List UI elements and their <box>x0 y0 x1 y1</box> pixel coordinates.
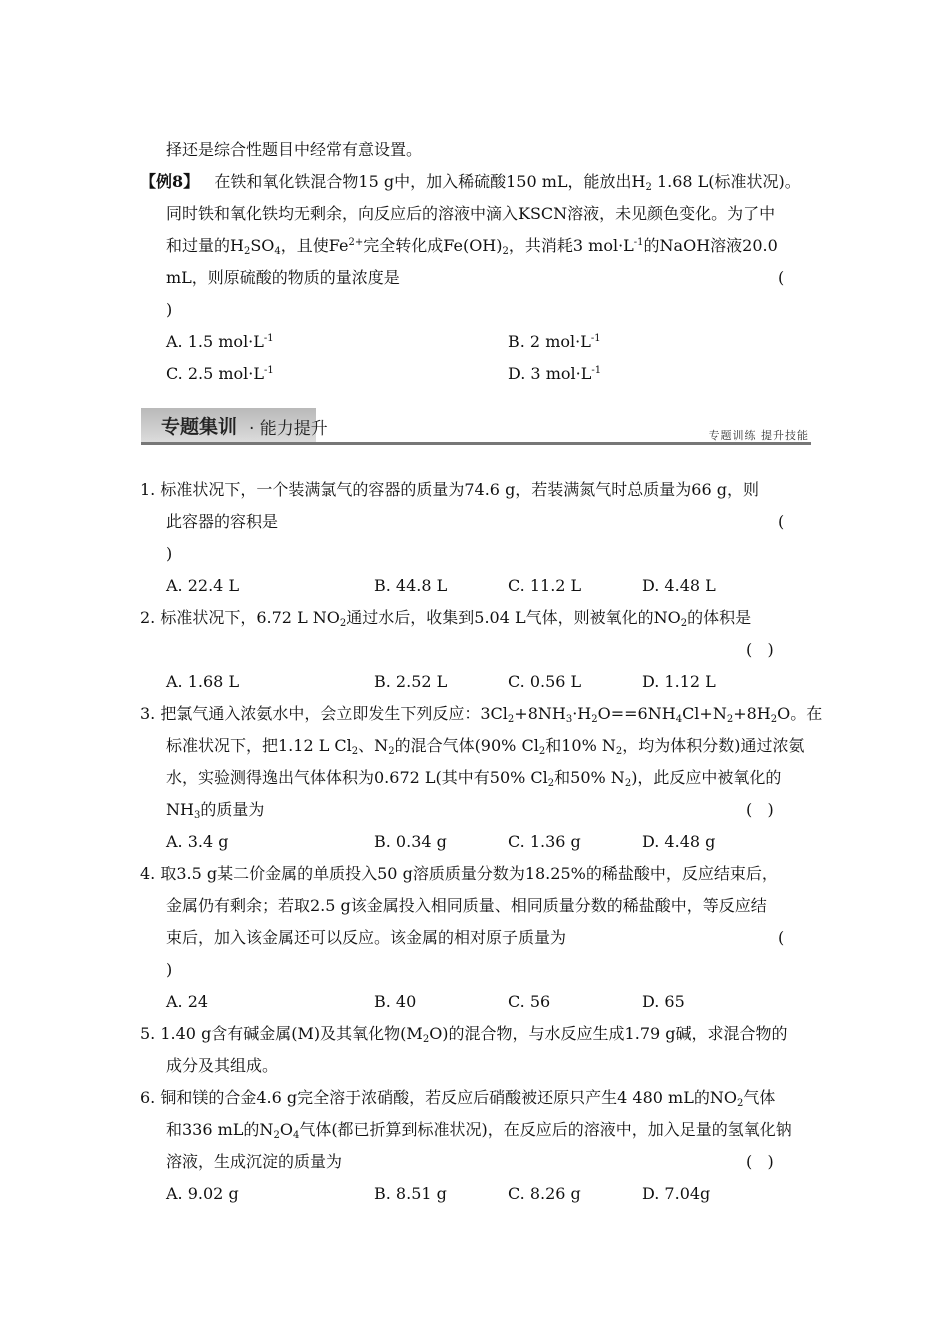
answer-bracket-open: ( <box>778 512 785 531</box>
option-b: B. 8.51 g <box>374 1184 447 1203</box>
option-b: B. 44.8 L <box>374 576 448 595</box>
option-a: A. 3.4 g <box>166 832 229 851</box>
question-3-line-1: 3. 把氯气通入浓氨水中，会立即发生下列反应：$3Cl_2+8NH_3\cdot H_2O==6NH_4Cl+N_2+8H_2O$。在 <box>140 704 823 725</box>
option-d: D. 65 <box>642 992 685 1011</box>
answer-bracket: ( ) <box>746 1152 774 1171</box>
option-a: A. 22.4 L <box>166 576 240 595</box>
example-tag: 【例8】 <box>140 172 200 191</box>
answer-bracket-close: ) <box>166 544 173 563</box>
question-4-line-3: 束后，加入该金属还可以反应。该金属的相对原子质量为 <box>166 928 567 947</box>
option-a: A. 24 <box>166 992 209 1011</box>
question-6-line-2: 和336 mL的$N_2O_4$气体(都已折算到标准状况)，在反应后的溶液中，加入足量的氢氧化钠 <box>166 1120 792 1141</box>
option-c: C. 11.2 L <box>508 576 582 595</box>
option-c: C. 56 <box>508 992 551 1011</box>
option-c: C. 2.5 $mol\cdot L^{-1}$ <box>166 364 274 383</box>
option-c: C. 0.56 L <box>508 672 582 691</box>
question-1-line-2: 此容器的容积是 <box>166 512 279 531</box>
option-b: B. 0.34 g <box>374 832 447 851</box>
option-b: B. 2 $mol\cdot L^{-1}$ <box>508 332 601 351</box>
question-3-line-4: $NH_3$的质量为 <box>166 800 265 821</box>
example-8-line-1: 【例8】 在铁和氧化铁混合物15 g中，加入稀硫酸150 mL，能放出$H_2$ 1.68 L(标准状况)。 <box>140 172 801 193</box>
question-5-line-1: 5. 1.40 g含有碱金属(M)及其氧化物$(M_2O)$的混合物，与水反应生成1.79 g碱，求混合物的 <box>140 1024 788 1045</box>
option-d: D. 4.48 L <box>642 576 716 595</box>
question-3-line-3: 水，实验测得逸出气体体积为0.672 L(其中有50% $Cl_2$和50% $N_2$)，此反应中被氧化的 <box>166 768 782 789</box>
example-8-line-2: 同时铁和氧化铁均无剩余，向反应后的溶液中滴入KSCN溶液，未见颜色变化。为了中 <box>166 204 776 223</box>
option-a: A. 1.68 L <box>166 672 240 691</box>
example-8-line-4: mL，则原硫酸的物质的量浓度是 <box>166 268 400 287</box>
banner-subtitle: · 能力提升 <box>249 419 328 439</box>
option-c: C. 1.36 g <box>508 832 581 851</box>
option-b: B. 40 <box>374 992 417 1011</box>
question-6-line-3: 溶液，生成沉淀的质量为 <box>166 1152 343 1171</box>
question-5-line-2: 成分及其组成。 <box>166 1056 279 1075</box>
option-b: B. 2.52 L <box>374 672 448 691</box>
option-a: A. 1.5 $mol\cdot L^{-1}$ <box>166 332 274 351</box>
answer-bracket-close: ) <box>166 960 173 979</box>
answer-bracket-open: ( <box>778 268 785 287</box>
option-a: A. 9.02 g <box>166 1184 239 1203</box>
banner-title: 专题集训 <box>161 416 238 438</box>
example-8-line-3: 和过量的$H_2SO_4$，且使$Fe^{2+}$完全转化成$Fe(OH)_2$，共消耗3 $mol\cdot L^{-1}$的NaOH溶液20.0 <box>166 236 778 257</box>
option-c: C. 8.26 g <box>508 1184 581 1203</box>
option-d: D. 4.48 g <box>642 832 716 851</box>
option-d: D. 7.04g <box>642 1184 711 1203</box>
section-banner <box>141 408 811 446</box>
question-4-line-1: 4. 取3.5 g某二价金属的单质投入50 g溶质质量分数为18.25%的稀盐酸中，反应结束后， <box>140 864 778 883</box>
question-2-line-1: 2. 标准状况下，6.72 L $NO_2$通过水后，收集到5.04 L气体，则被氧化的$NO_2$的体积是 <box>140 608 752 629</box>
question-4-line-2: 金属仍有剩余；若取2.5 g该金属投入相同质量、相同质量分数的稀盐酸中，等反应结 <box>166 896 767 915</box>
option-d: D. 3 $mol\cdot L^{-1}$ <box>508 364 602 383</box>
intro-text: 择还是综合性题目中经常有意设置。 <box>166 140 423 159</box>
question-6-line-1: 6. 铜和镁的合金4.6 g完全溶于浓硝酸，若反应后硝酸被还原只产生4 480 mL的$NO_2$气体 <box>140 1088 776 1109</box>
banner-right-text: 专题训练 提升技能 <box>708 429 809 442</box>
option-d: D. 1.12 L <box>642 672 716 691</box>
answer-bracket-open: ( <box>778 928 785 947</box>
answer-bracket: ( ) <box>746 640 774 659</box>
answer-bracket: ( ) <box>746 800 774 819</box>
question-1-line-1: 1. 标准状况下，一个装满氯气的容器的质量为74.6 g，若装满氮气时总质量为66 g，则 <box>140 480 759 499</box>
question-3-line-2: 标准状况下，把1.12 L $Cl_2$、$N_2$的混合气体(90% $Cl_2$和10% $N_2$，均为体积分数)通过浓氨 <box>166 736 805 757</box>
answer-bracket-close: ) <box>166 300 173 319</box>
